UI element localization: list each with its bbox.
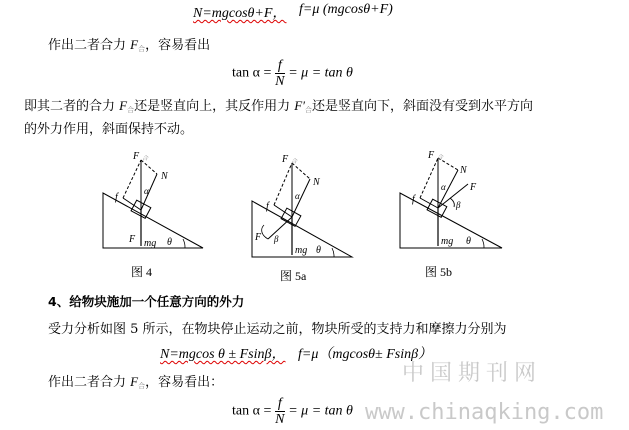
- figure-5a-diagram: [246, 149, 356, 261]
- fig5b-label-alpha: α: [441, 182, 446, 192]
- figure-5b-diagram: [394, 146, 506, 256]
- figure-4-caption: 图 4: [131, 265, 153, 279]
- tan-equation-1: tan α = $\frac{f}{N}$ = μ = tan θ: [232, 58, 353, 89]
- watermark-chinese: 中国期刊网: [402, 361, 543, 386]
- paragraph-2: 受力分析如图 5 所示，在物块停止运动之前，物块所受的支持力和摩擦力分别为: [48, 322, 507, 337]
- fig4-label-f: f: [115, 192, 118, 203]
- friction-equation: f=μ (mgcosθ+F): [299, 2, 393, 17]
- paragraph-1-line-1: 即其二者的合力 $F_合$还是竖直向上，其反作用力 $F'_合$还是竖直向下，斜面没有受到水平方向: [24, 98, 534, 114]
- fig5a-label-F: F: [282, 154, 289, 165]
- svg-text:合: 合: [291, 159, 298, 165]
- fig5a-label-f: f: [266, 201, 269, 212]
- fig5b-label-F: F: [428, 150, 435, 161]
- fig5b-label-mg: mg: [441, 236, 454, 247]
- figure-5a-caption: 图 5a: [280, 269, 307, 283]
- tan-equation-2: tan α = $\frac{f}{N}$ = μ = tan θ: [232, 396, 353, 427]
- svg-text:合: 合: [437, 155, 444, 161]
- fig5a-label-beta: β: [274, 234, 279, 244]
- fig4-label-alpha: α: [144, 186, 149, 196]
- watermark-url: www.chinaqking.com: [365, 400, 604, 425]
- normal-force-equation-2: N=mgcos θ ± Fsinβ，: [160, 347, 286, 362]
- figure-5b-caption: 图 5b: [425, 265, 453, 279]
- fig5b-label-Fs: F: [470, 182, 477, 193]
- fig4-label-Fb: F: [129, 234, 136, 245]
- section-heading: 4、给物块施加一个任意方向的外力: [48, 294, 245, 309]
- fig5a-label-Fb: F: [255, 232, 262, 243]
- svg-text:合: 合: [142, 156, 149, 162]
- resultant-text-2: 作出二者合力 $F_合$，容易看出：: [48, 374, 224, 390]
- fig4-label-theta: θ: [167, 237, 172, 248]
- friction-equation-2: f=μ（mgcosθ± Fsinβ）: [298, 347, 433, 362]
- normal-force-equation: N=mgcosθ+F，: [193, 6, 287, 21]
- fig4-label-mg: mg: [144, 238, 157, 249]
- fig5a-label-mg: mg: [295, 245, 308, 256]
- fig5b-label-beta: β: [456, 200, 461, 210]
- fig5a-label-theta: θ: [316, 245, 321, 256]
- resultant-text-1: 作出二者合力 $F_合$，容易看出: [48, 37, 211, 53]
- fig4-label-N: N: [161, 171, 168, 182]
- paragraph-1-line-2: 的外力作用，斜面保持不动。: [24, 122, 194, 137]
- fig5a-label-N: N: [313, 177, 320, 188]
- fig5b-label-N: N: [460, 165, 467, 176]
- fig5a-label-alpha: α: [295, 191, 300, 201]
- fig4-label-F: F: [133, 151, 140, 162]
- fig5b-label-f: f: [412, 194, 415, 205]
- figure-4-diagram: [95, 146, 205, 256]
- fig5b-label-theta: θ: [466, 236, 471, 247]
